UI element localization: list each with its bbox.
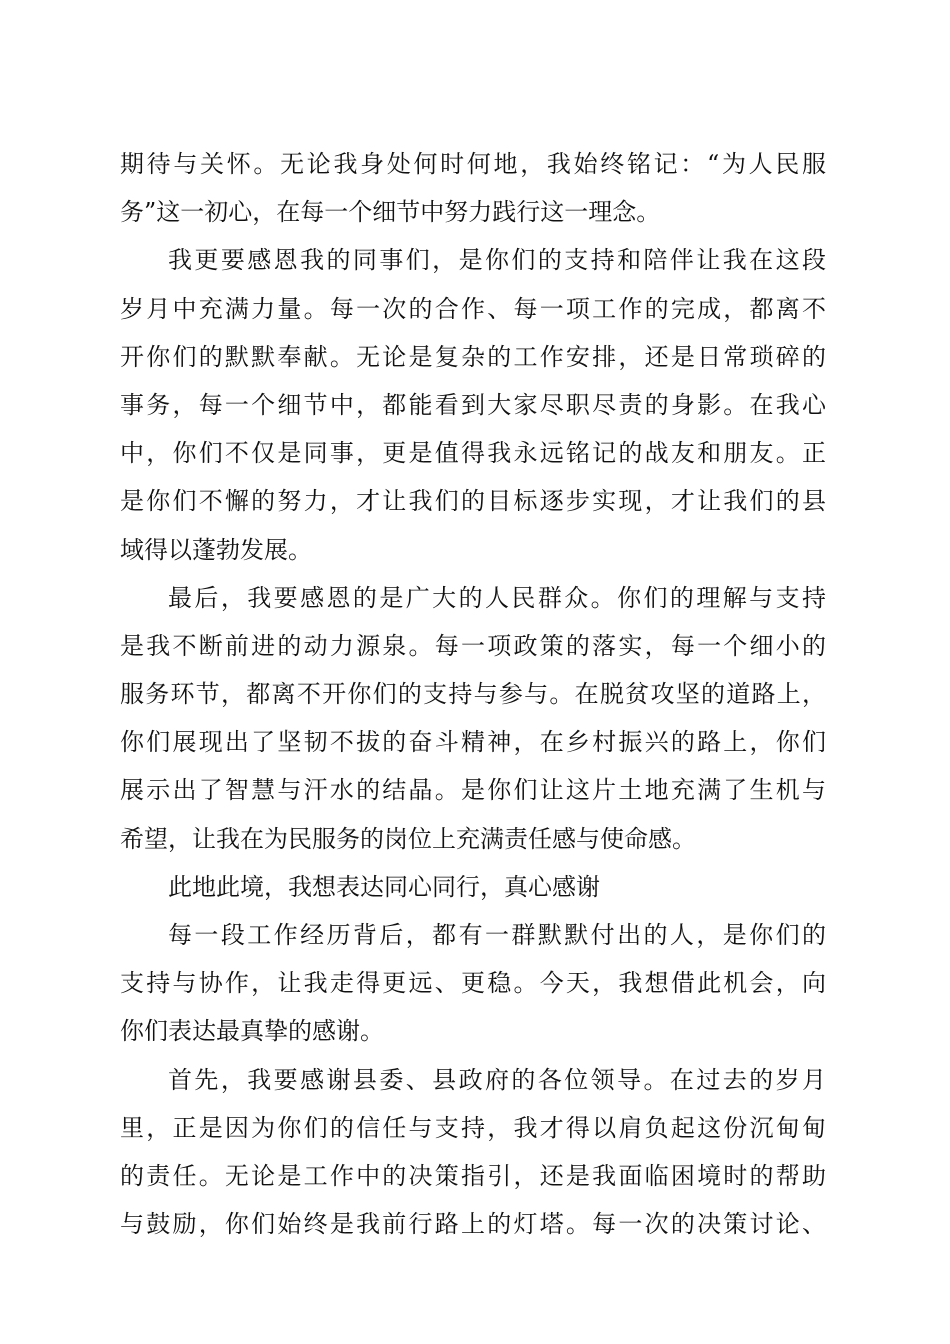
- text-line: 期待与关怀。无论我身处何时何地，我始终铭记：“为人民服: [120, 150, 826, 178]
- text-line: 希望，让我在为民服务的岗位上充满责任感与使命感。: [120, 824, 696, 853]
- text-line: 开你们的默默奉献。无论是复杂的工作安排，还是日常琐碎的: [120, 342, 826, 371]
- paragraph: [120, 911, 826, 1056]
- text-line: 域得以蓬勃发展。: [120, 535, 312, 564]
- text-line: 的责任。无论是工作中的决策指引，还是我面临困境时的帮助: [120, 1161, 826, 1190]
- text-line: 岁月中充满力量。每一次的合作、每一项工作的完成，都离不: [120, 294, 826, 323]
- text-line: 你们表达最真挚的感谢。: [120, 1017, 384, 1046]
- paragraph: [120, 1056, 826, 1249]
- text-line: 与鼓励，你们始终是我前行路上的灯塔。每一次的决策讨论、: [120, 1210, 826, 1239]
- text-line: 每一段工作经历背后，都有一群默默付出的人，是你们的: [168, 921, 826, 949]
- text-line: 支持与协作，让我走得更远、更稳。今天，我想借此机会，向: [120, 969, 826, 998]
- text-line: 是我不断前进的动力源泉。每一项政策的落实，每一个细小的: [120, 631, 826, 660]
- document-body: [120, 140, 826, 1248]
- text-line: 最后，我要感恩的是广大的人民群众。你们的理解与支持: [168, 583, 826, 612]
- section-heading: [120, 863, 826, 911]
- paragraph: [120, 236, 826, 573]
- text-line: 展示出了智慧与汗水的结晶。是你们让这片土地充满了生机与: [120, 776, 826, 805]
- text-line: 是你们不懈的努力，才让我们的目标逐步实现，才让我们的县: [120, 487, 826, 516]
- text-line: 中，你们不仅是同事，更是值得我永远铭记的战友和朋友。正: [120, 439, 826, 468]
- paragraph: [120, 574, 826, 863]
- text-line: 此地此境，我想表达同心同行，真心感谢: [168, 872, 600, 901]
- text-line: 你们展现出了坚韧不拔的奋斗精神，在乡村振兴的路上，你们: [120, 728, 826, 757]
- text-line: 我更要感恩我的同事们，是你们的支持和陪伴让我在这段: [168, 246, 826, 275]
- text-line: 里，正是因为你们的信任与支持，我才得以肩负起这份沉甸甸: [120, 1113, 826, 1142]
- text-line: 事务，每一个细节中，都能看到大家尽职尽责的身影。在我心: [120, 390, 826, 419]
- text-line: 首先，我要感谢县委、县政府的各位领导。在过去的岁月: [168, 1065, 826, 1094]
- text-line: 服务环节，都离不开你们的支持与参与。在脱贫攻坚的道路上，: [120, 680, 826, 709]
- text-line: 务”这一初心，在每一个细节中努力践行这一理念。: [120, 198, 661, 227]
- paragraph: [120, 140, 826, 236]
